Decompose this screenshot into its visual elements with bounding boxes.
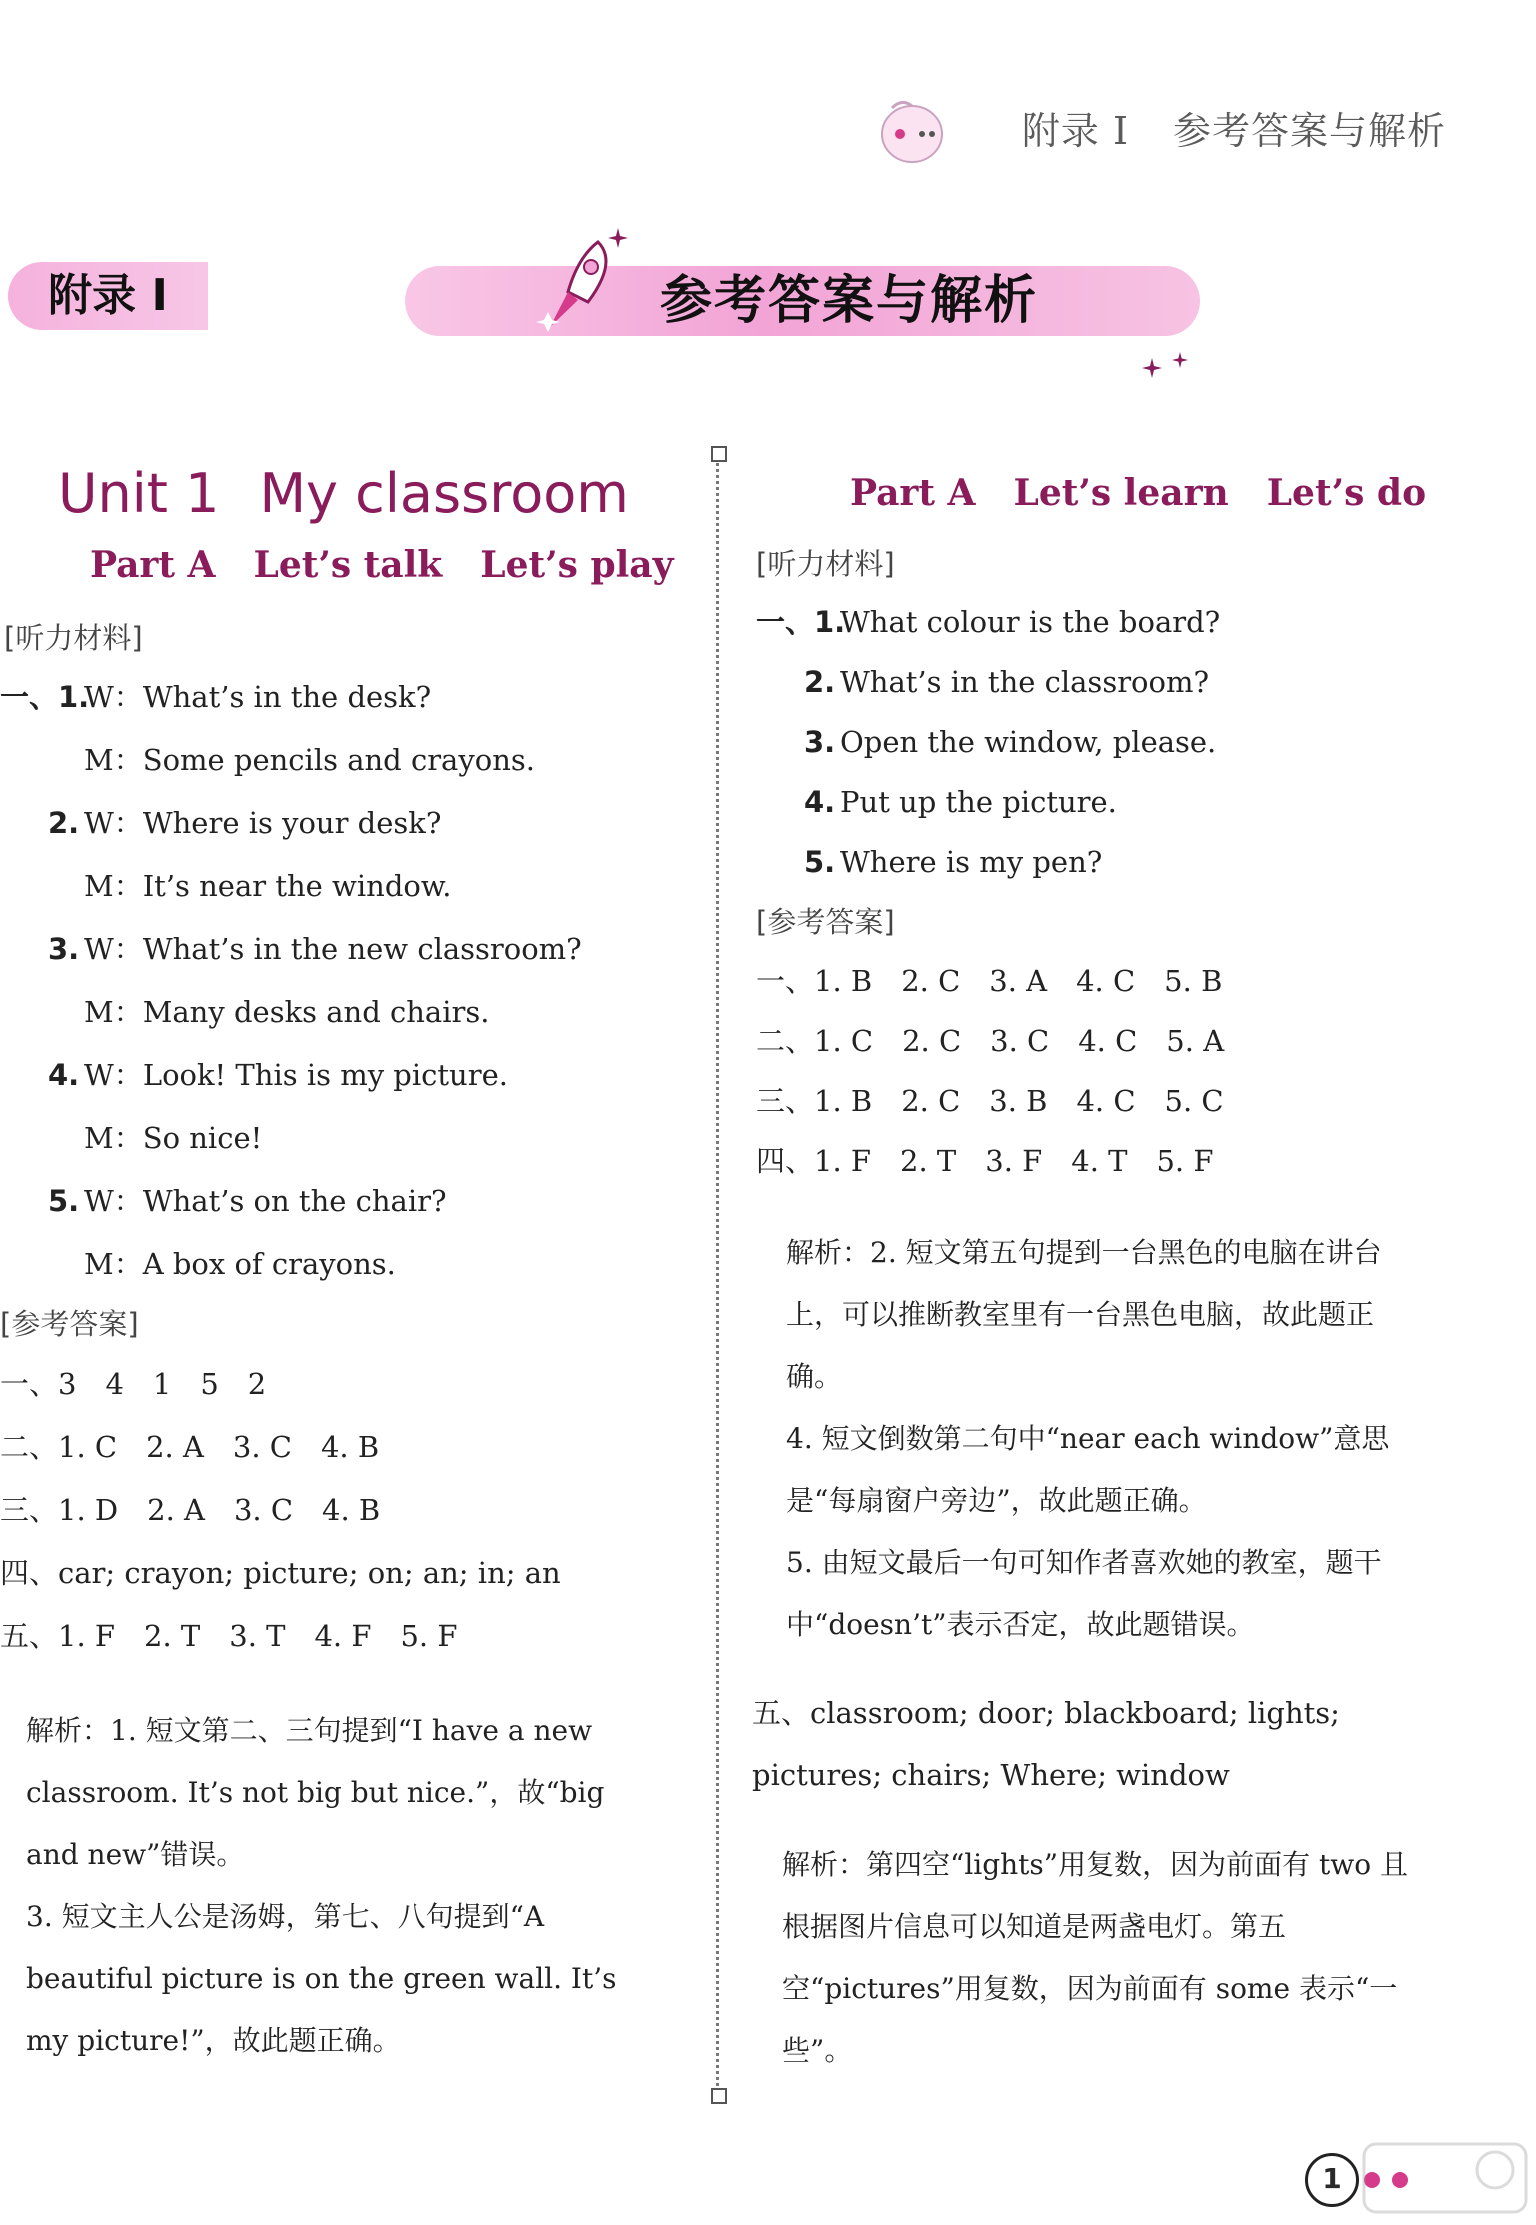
right-analysis-1 <box>786 1222 1416 1656</box>
answer-row: 四、car; crayon; picture; on; an; in; an <box>0 1556 561 1590</box>
sparkle-icon <box>1172 352 1188 368</box>
answer-row: 三、1. B 2. C 3. B 4. C 5. C <box>756 1084 1224 1118</box>
sentence-line <box>756 662 1220 722</box>
section-label: Let’s learn <box>1013 472 1229 514</box>
speaker: M： <box>84 1121 143 1155</box>
running-header <box>1022 100 1446 155</box>
speaker: W： <box>84 1184 143 1218</box>
item-number: 2. <box>48 806 80 840</box>
item-number: 4. <box>804 785 836 819</box>
right-answer-list <box>756 961 1224 1201</box>
dialogue-text: Look! This is my picture. <box>142 1058 508 1092</box>
unit-title <box>58 462 629 525</box>
dialogue-line <box>0 1181 582 1244</box>
dialogue-text: It’s near the window. <box>142 869 452 903</box>
sentence-text: Where is my pen? <box>840 845 1103 879</box>
running-header-appendix: 附录 I <box>1021 109 1129 153</box>
watermark-logo-icon <box>1360 2140 1530 2216</box>
item-number: 一、1. <box>0 680 90 714</box>
left-listening-list <box>0 677 582 1307</box>
answer-row: 五、1. F 2. T 3. T 4. F 5. F <box>0 1619 458 1653</box>
right-analysis-2: 解析：第四空“lights”用复数，因为前面有 two 且根据图片信息可以知道是两盏电灯。第五空“pictures”用复数，因为前面有 some 表示“一些”。 <box>782 1848 1408 2067</box>
dialogue-line <box>0 992 582 1055</box>
speaker: W： <box>84 932 143 966</box>
dialogue-line <box>0 740 582 803</box>
dialogue-line <box>0 929 582 992</box>
sentence-line <box>756 722 1220 782</box>
column-divider <box>716 458 719 2098</box>
fill-answers: 五、classroom; door; blackboard; lights; pictures; chairs; Where; window <box>752 1696 1340 1792</box>
speaker: M： <box>84 869 143 903</box>
unit-name: My classroom <box>259 462 629 525</box>
answer-row: 一、3 4 1 5 2 <box>0 1367 267 1401</box>
left-analysis <box>26 1700 654 2072</box>
item-number: 一、1. <box>756 605 846 639</box>
listening-label: [听力材料] <box>4 621 143 655</box>
dialogue-line <box>0 677 582 740</box>
answer-row: 二、1. C 2. C 3. C 4. C 5. A <box>756 1024 1225 1058</box>
left-part-heading <box>90 544 674 586</box>
speaker: M： <box>84 743 143 777</box>
item-number: 4. <box>48 1058 80 1092</box>
dialogue-text: What’s in the desk? <box>142 680 432 714</box>
mascot-icon <box>862 90 962 170</box>
sentence-line <box>756 782 1220 842</box>
analysis-paragraph: 5. 由短文最后一句可知作者喜欢她的教室，题干中“doesn’t”表示否定，故此题错误。 <box>786 1546 1382 1641</box>
running-header-title: 参考答案与解析 <box>1172 109 1446 153</box>
dialogue-text: Where is your desk? <box>142 806 442 840</box>
sentence-text: What’s in the classroom? <box>840 665 1210 699</box>
right-listening-list <box>756 602 1220 902</box>
sentence-text: Put up the picture. <box>840 785 1117 819</box>
dialogue-text: So nice! <box>142 1121 263 1155</box>
speaker: M： <box>84 1247 143 1281</box>
speaker: W： <box>84 806 143 840</box>
item-number: 3. <box>48 932 80 966</box>
item-number: 5. <box>48 1184 80 1218</box>
answer-row: 一、1. B 2. C 3. A 4. C 5. B <box>756 964 1223 998</box>
left-answer-list <box>0 1364 561 1679</box>
dialogue-text: Some pencils and crayons. <box>142 743 535 777</box>
right-part-heading <box>850 472 1426 514</box>
item-number: 5. <box>804 845 836 879</box>
divider-cap-bottom <box>711 2088 727 2104</box>
dialogue-text: Many desks and chairs. <box>142 995 490 1029</box>
section-label: Let’s do <box>1266 472 1427 514</box>
section-label: Let’s talk <box>253 544 443 586</box>
sparkle-icon <box>608 228 628 248</box>
unit-number: Unit 1 <box>58 462 220 525</box>
answers-label: [参考答案] <box>756 905 895 939</box>
speaker: W： <box>84 1058 143 1092</box>
speaker: W： <box>84 680 143 714</box>
dialogue-text: What’s in the new classroom? <box>142 932 582 966</box>
answer-row: 二、1. C 2. A 3. C 4. B <box>0 1430 380 1464</box>
page-number: 1 <box>1305 2153 1359 2207</box>
item-number: 3. <box>804 725 836 759</box>
answers-label: [参考答案] <box>0 1307 139 1341</box>
speaker: M： <box>84 995 143 1029</box>
dialogue-line <box>0 866 582 929</box>
section-label: Let’s play <box>480 544 674 586</box>
item-number: 2. <box>804 665 836 699</box>
dialogue-text: A box of crayons. <box>142 1247 396 1281</box>
analysis-paragraph: 4. 短文倒数第二句中“near each window”意思是“每扇窗户旁边”，故此题正确。 <box>786 1422 1390 1517</box>
appendix-tag: 附录 I <box>8 262 208 330</box>
part-label: Part A <box>850 472 976 514</box>
answer-row: 三、1. D 2. A 3. C 4. B <box>0 1493 381 1527</box>
dialogue-line <box>0 1244 582 1307</box>
sentence-line <box>756 842 1220 902</box>
answer-row: 四、1. F 2. T 3. F 4. T 5. F <box>756 1144 1214 1178</box>
dialogue-text: What’s on the chair? <box>142 1184 447 1218</box>
sentence-line <box>756 602 1220 662</box>
dialogue-line <box>0 1055 582 1118</box>
listening-label: [听力材料] <box>756 547 895 581</box>
sentence-text: Open the window, please. <box>840 725 1217 759</box>
dialogue-line <box>0 803 582 866</box>
analysis-paragraph: 解析：2. 短文第五句提到一台黑色的电脑在讲台上，可以推断教室里有一台黑色电脑，故此题正确。 <box>786 1236 1382 1393</box>
divider-cap-top <box>711 446 727 462</box>
banner-title: 参考答案与解析 <box>660 271 1039 331</box>
dialogue-line <box>0 1118 582 1181</box>
part-label: Part A <box>90 544 216 586</box>
analysis-paragraph: 3. 短文主人公是汤姆，第七、八句提到“A beautiful picture is on the green wall. It’s my picture!”，故此题正确。 <box>26 1900 617 2057</box>
sparkle-icon <box>1142 358 1162 378</box>
rocket-icon <box>528 232 628 342</box>
sentence-text: What colour is the board? <box>840 605 1221 639</box>
analysis-paragraph: 解析：1. 短文第二、三句提到“I have a new classroom. It’s not big but nice.”，故“big and new”错误。 <box>26 1714 605 1871</box>
